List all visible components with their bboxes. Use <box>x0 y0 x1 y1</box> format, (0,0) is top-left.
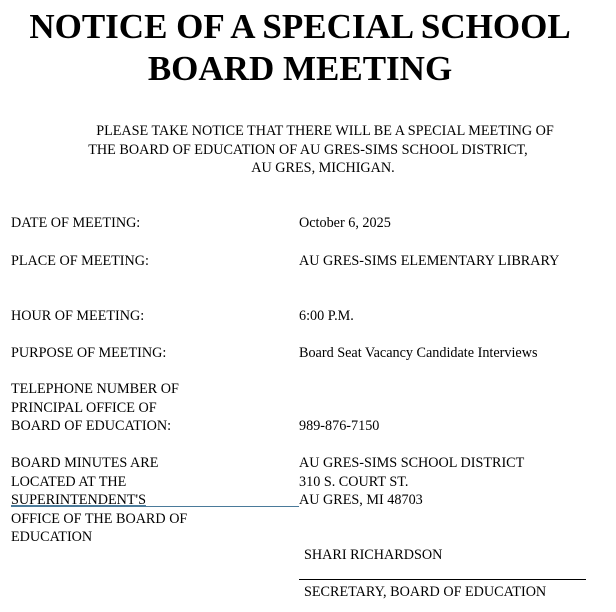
place-label: PLACE OF MEETING: <box>11 253 149 269</box>
place-value: AU GRES-SIMS ELEMENTARY LIBRARY <box>299 253 560 269</box>
address-line: 310 S. COURT ST. <box>299 473 409 490</box>
address-line: AU GRES, MI 48703 <box>299 492 423 508</box>
date-value: October 6, 2025 <box>299 215 391 231</box>
date-label: DATE OF MEETING: <box>11 215 141 231</box>
purpose-value: Board Seat Vacancy Candidate Interviews <box>299 345 538 361</box>
telephone-label <box>11 380 179 436</box>
minutes-label-line: SUPERINTENDENT'S <box>11 492 146 508</box>
minutes-label-line: EDUCATION <box>11 529 93 545</box>
hour-label: HOUR OF MEETING: <box>11 308 145 324</box>
telephone-label-line: PRINCIPAL OFFICE OF <box>11 399 157 416</box>
minutes-label-line: LOCATED AT THE <box>11 473 127 490</box>
minutes-label <box>11 454 187 547</box>
intro-line-1: PLEASE TAKE NOTICE THAT THERE WILL BE A SPECIAL MEETING OF <box>96 123 554 139</box>
signer-name: SHARI RICHARDSON <box>304 547 443 563</box>
telephone-label-line: TELEPHONE NUMBER OF <box>11 381 179 397</box>
signature-line <box>299 579 586 580</box>
telephone-value: 989-876-7150 <box>299 418 380 434</box>
hour-value: 6:00 P.M. <box>299 308 354 324</box>
minutes-label-line: BOARD MINUTES ARE <box>11 455 159 471</box>
minutes-label-line: OFFICE OF THE BOARD OF <box>11 510 188 527</box>
title-line-2: BOARD MEETING <box>147 49 453 88</box>
notice-title <box>0 6 600 90</box>
minutes-address <box>299 454 524 510</box>
intro-line-3: AU GRES, MICHIGAN. <box>251 160 395 176</box>
intro-line-2: THE BOARD OF EDUCATION OF AU GRES-SIMS SCHOOL DISTRICT, <box>88 141 528 158</box>
title-line-1: NOTICE OF A SPECIAL SCHOOL <box>29 7 571 46</box>
signer-title: SECRETARY, BOARD OF EDUCATION <box>304 584 547 600</box>
telephone-label-line: BOARD OF EDUCATION: <box>11 418 172 434</box>
notice-intro <box>0 122 616 178</box>
purpose-label: PURPOSE OF MEETING: <box>11 345 167 361</box>
address-line: AU GRES-SIMS SCHOOL DISTRICT <box>299 455 525 471</box>
underline-divider <box>11 506 299 507</box>
